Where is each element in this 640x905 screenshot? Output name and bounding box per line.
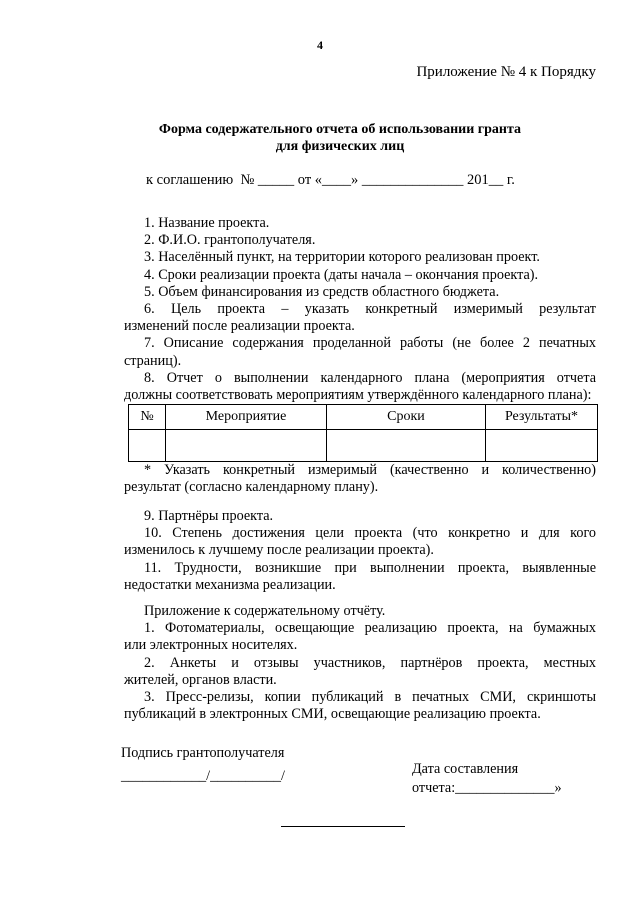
table-row [129, 430, 598, 462]
item-6-line-1: 6. Цель проекта – указать конкретный измеримый результат [144, 300, 596, 317]
appendix-title: Приложение № 4 к Порядку [416, 64, 596, 80]
item-3: 3. Населённый пункт, на территории которого реализован проект. [144, 249, 540, 266]
item-9: 9. Партнёры проекта. [144, 508, 274, 524]
form-title [100, 121, 580, 155]
signature-line: ____________/__________/ [121, 768, 285, 784]
page-number: 4 [317, 38, 323, 52]
item-10-line-2: изменилось к лучшему после реализации проекта). [124, 542, 434, 559]
attachment-2-line-2: жителей, органов власти. [124, 671, 277, 688]
table-header-dates: Сроки [327, 405, 486, 430]
attachment-3-line-2: публикаций в электронных СМИ, освещающие реализацию проекта. [124, 706, 541, 723]
calendar-plan-table [128, 404, 598, 462]
attachment-1-line-1: 1. Фотоматериалы, освещающие реализацию проекта, на бумажных [144, 620, 596, 637]
attachment-2-line-1: 2. Анкеты и отзывы участников, партнёров проекта, местных [144, 654, 596, 671]
table-header-results: Результаты* [486, 405, 598, 430]
item-2: 2. Ф.И.О. грантополучателя. [144, 232, 316, 249]
footnote-line-1: * Указать конкретный измеримый (качественно и количественно) [144, 462, 596, 478]
item-4: 4. Сроки реализации проекта (даты начала – окончания проекта). [144, 266, 539, 283]
attachment-3-line-1: 3. Пресс-релизы, копии публикаций в печатных СМИ, скриншоты [144, 688, 596, 705]
attachment-title: Приложение к содержательному отчёту. [144, 603, 386, 619]
form-title-line-1: Форма содержательного отчета об использовании гранта [158, 122, 522, 137]
table-header-number: № [129, 405, 166, 430]
table-header-event: Мероприятие [166, 405, 327, 430]
table-footnote [124, 462, 596, 496]
form-title-line-2: для физических лиц [275, 139, 405, 154]
bottom-rule [281, 826, 405, 827]
item-1: 1. Название проекта. [144, 215, 270, 231]
item-5: 5. Объем финансирования из средств областного бюджета. [144, 283, 500, 300]
report-items-continued [124, 508, 596, 594]
item-7-line-2: страниц). [124, 352, 182, 369]
attachment-section [124, 603, 596, 723]
table-cell [129, 430, 166, 462]
table-cell [486, 430, 598, 462]
date-label: Дата составления [412, 761, 519, 777]
report-items [124, 215, 596, 404]
table-header-row [129, 405, 598, 430]
agreement-line: к соглашению № _____ от «____» ______________ 201__ г. [146, 172, 515, 188]
table-cell [327, 430, 486, 462]
item-11-line-1: 11. Трудности, возникшие при выполнении проекта, выявленные [144, 559, 596, 576]
date-line: отчета:______________» [412, 780, 562, 796]
table-cell [166, 430, 327, 462]
signature-label: Подпись грантополучателя [121, 745, 285, 761]
item-11-line-2: недостатки механизма реализации. [124, 576, 336, 593]
item-8-line-2: должны соответствовать мероприятиям утверждённого календарного плана): [124, 386, 592, 403]
item-10-line-1: 10. Степень достижения цели проекта (что конкретно и для кого [144, 525, 596, 542]
item-7-line-1: 7. Описание содержания проделанной работы (не более 2 печатных [144, 335, 596, 352]
footnote-line-2: результат (согласно календарному плану). [124, 479, 379, 496]
item-8-line-1: 8. Отчет о выполнении календарного плана (мероприятия отчета [144, 369, 596, 386]
item-6-line-2: изменений после реализации проекта. [124, 318, 355, 335]
attachment-1-line-2: или электронных носителях. [124, 637, 298, 654]
